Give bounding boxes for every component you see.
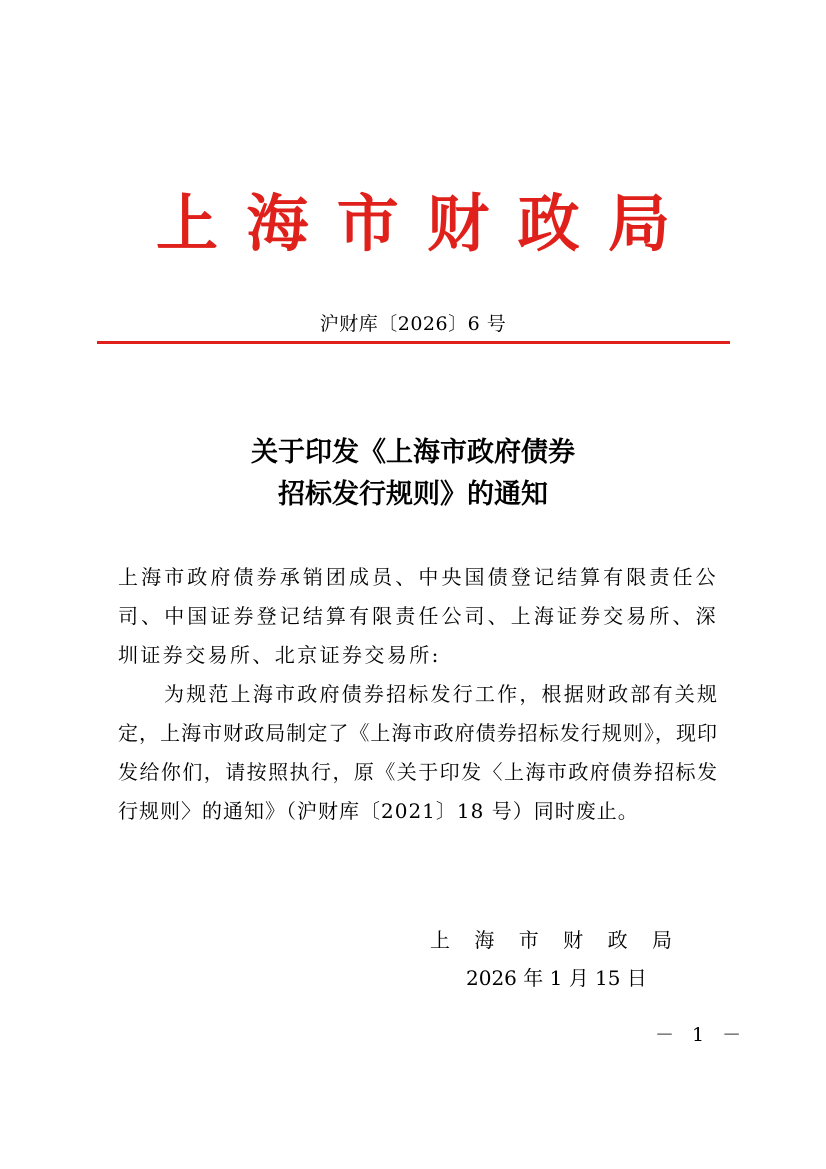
page-number: － 1 － [655,1024,748,1046]
header-char: 局 [607,187,670,260]
document-number: 沪财库〔2026〕6 号 [319,313,507,335]
signature-block [430,922,690,996]
signature-char: 政 [607,928,628,952]
signature-date: 2026 年 1 月 15 日 [466,966,647,990]
header-char: 政 [517,187,580,260]
signature-char: 上 [430,928,450,952]
header-char: 海 [246,187,309,260]
header-char: 财 [427,187,490,260]
title-line-1: 关于印发《上海市政府债券 [251,437,575,468]
recipients-paragraph: 上海市政府债券承销团成员、中央国债登记结算有限责任公司、中国证券登记结算有限责任公司、上海证券交易所、深圳证券交易所、北京证券交易所: [118,565,718,667]
signature-org [430,922,672,958]
document-body [118,558,718,831]
signature-char: 财 [563,928,584,952]
main-paragraph: 为规范上海市政府债券招标发行工作，根据财政部有关规定，上海市财政局制定了《上海市政府债券招标发行规则》，现印发给你们，请按照执行，原《关于印发〈上海市政府债券招标发行规则〉的通知》（沪财库〔2021〕18 号）同时废止。 [118,682,718,823]
document-title [0,432,826,516]
signature-char: 局 [651,928,672,952]
signature-char: 海 [474,928,495,952]
header-char: 上 [156,187,219,260]
red-divider-line [97,341,730,344]
issuing-authority-header [90,188,736,260]
header-char: 市 [336,187,399,260]
signature-char: 市 [518,928,539,952]
title-line-2: 招标发行规则》的通知 [278,479,548,510]
